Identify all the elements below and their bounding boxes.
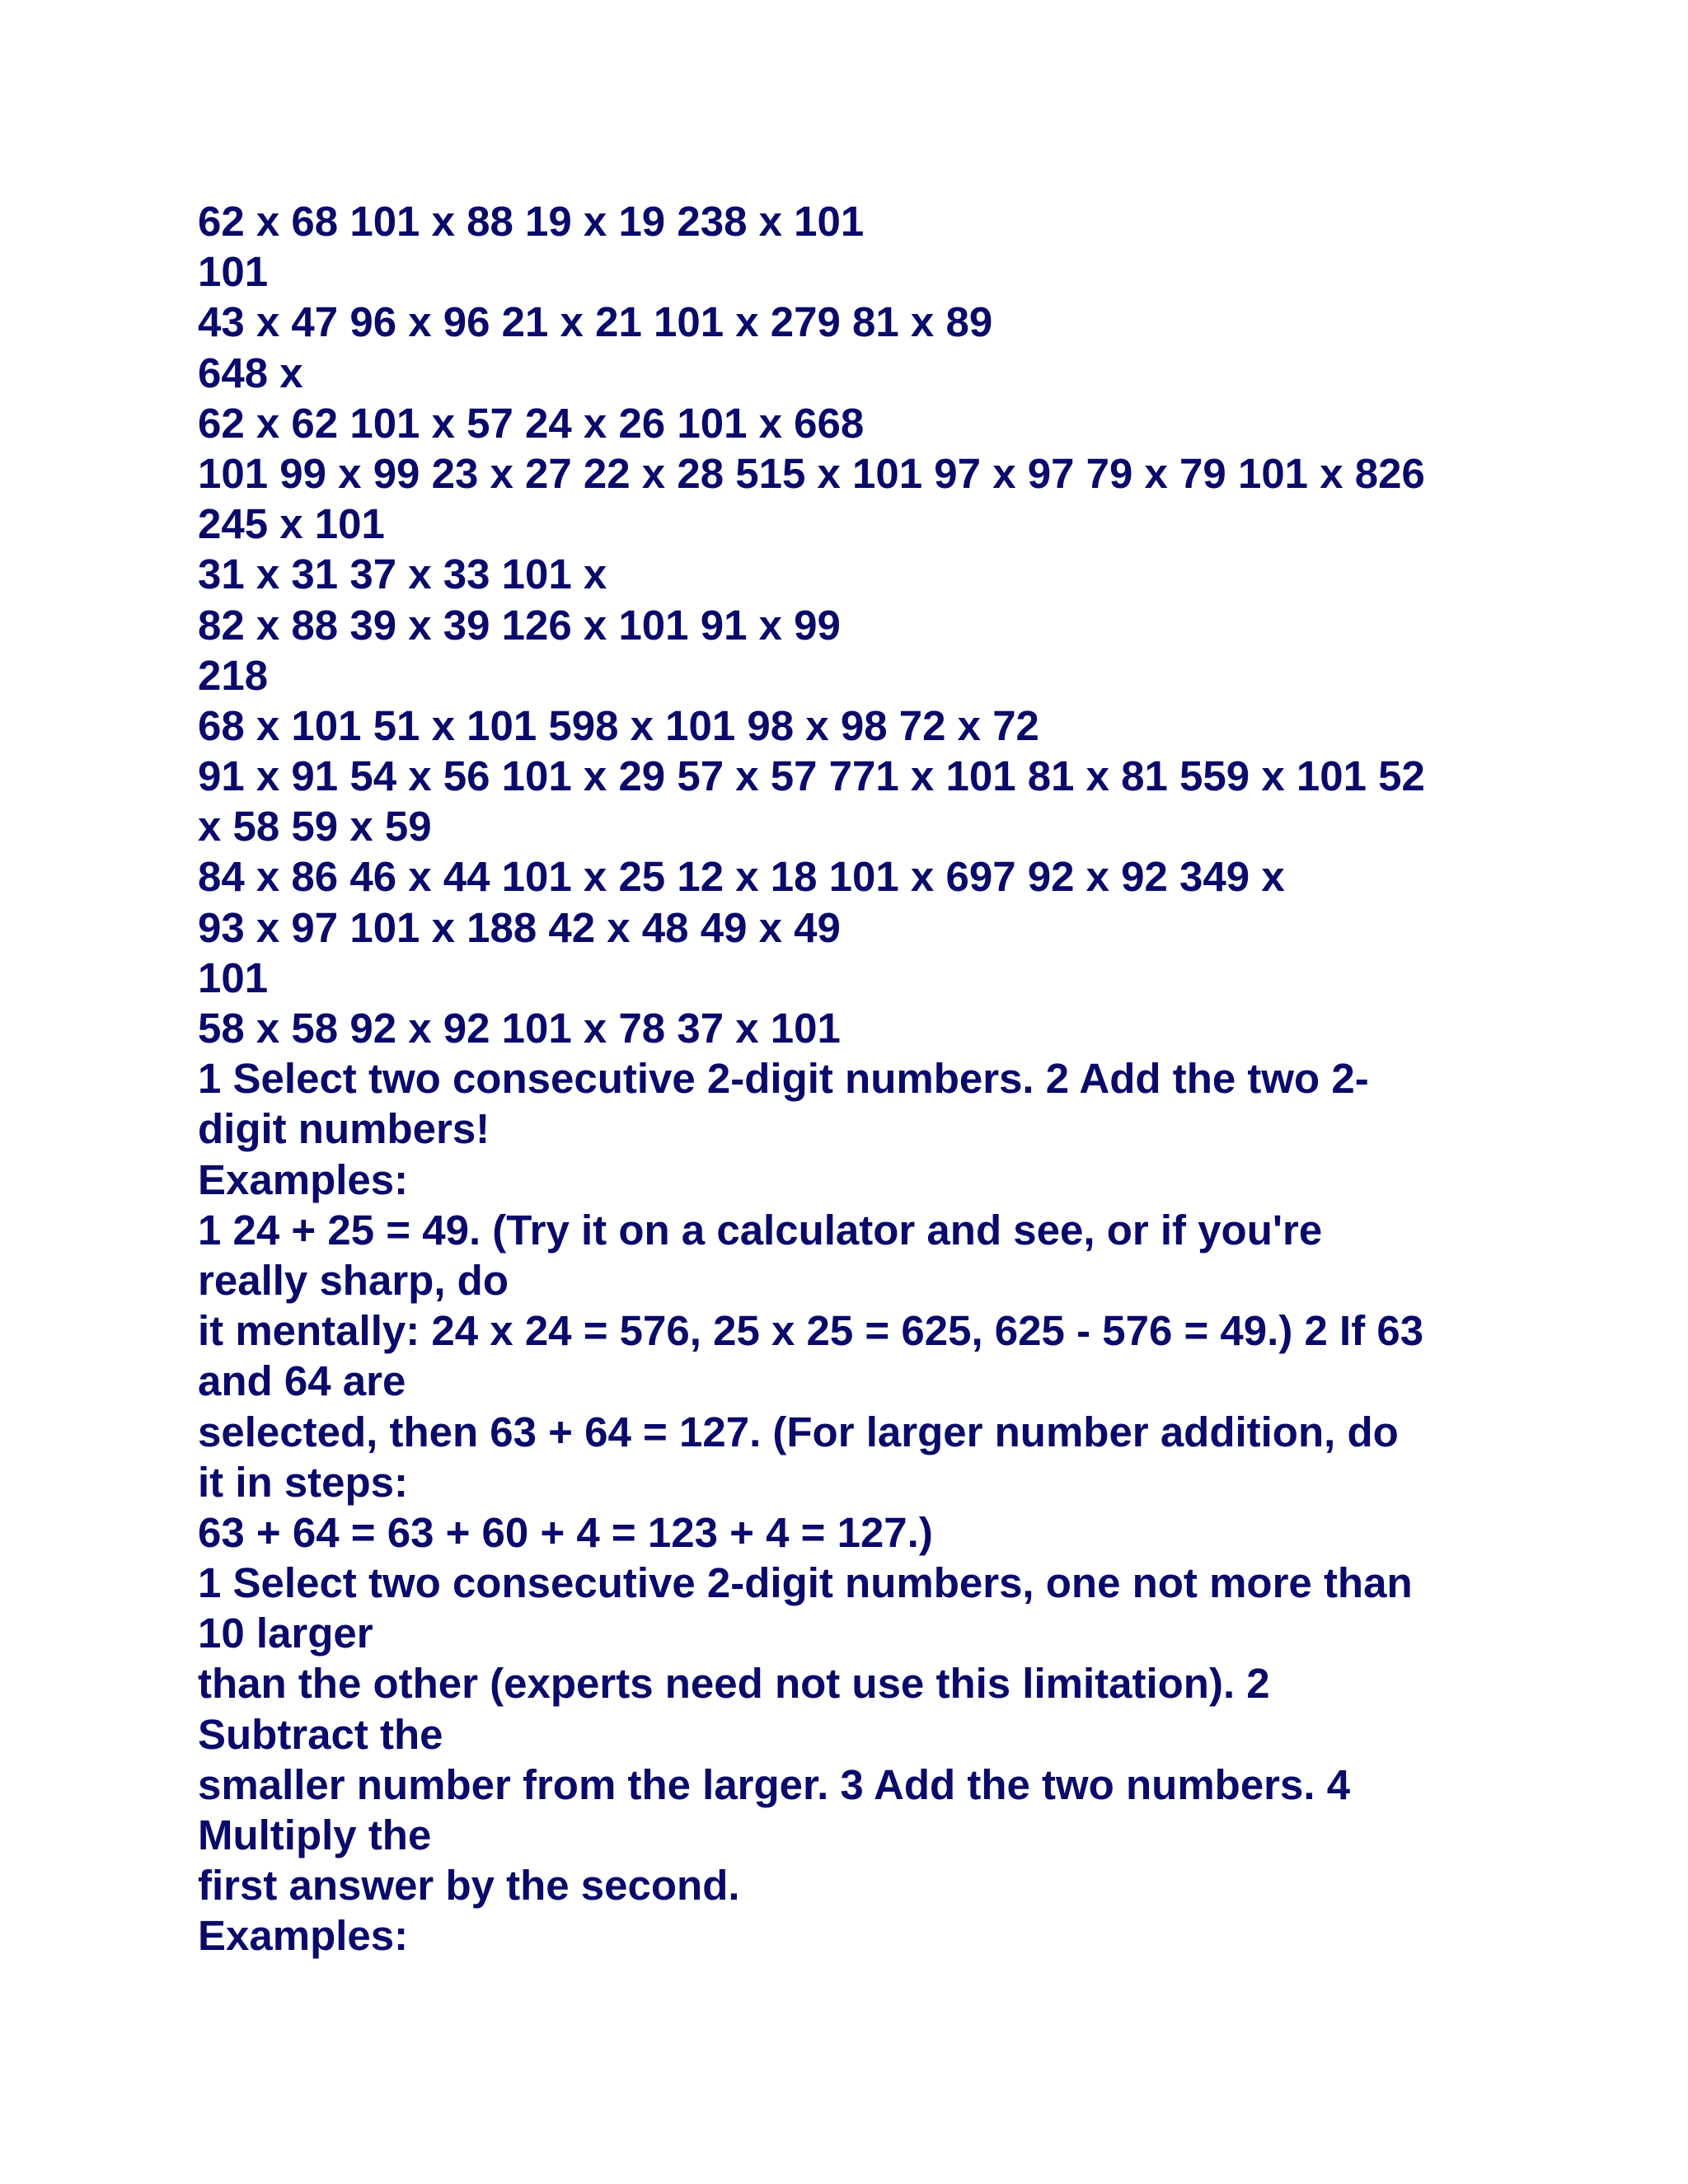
text-line: 68 x 101 51 x 101 598 x 101 98 x 98 72 x 72 [198,701,1039,749]
text-line: 62 x 62 101 x 57 24 x 26 101 x 668 [198,399,865,447]
text-line: than the other (experts need not use this limitation). 2 [198,1660,1270,1708]
text-line: 91 x 91 54 x 56 101 x 29 57 x 57 771 x 101 81 x 81 559 x 101 52 [198,752,1425,800]
text-line: 1 24 + 25 = 49. (Try it on a calculator and see, or if you're [198,1206,1323,1254]
text-line: Subtract the [198,1710,443,1758]
text-line: selected, then 63 + 64 = 127. (For larger number addition, do [198,1408,1399,1455]
text-line: and 64 are [198,1357,406,1405]
text-line: 1 Select two consecutive 2-digit numbers, one not more than [198,1559,1413,1607]
document-text [198,196,1500,1961]
text-line: 62 x 68 101 x 88 19 x 19 238 x 101 [198,198,865,245]
text-line: 218 [198,651,269,699]
text-line: it in steps: [198,1458,409,1506]
text-line: 82 x 88 39 x 39 126 x 101 91 x 99 [198,601,841,649]
text-line: first answer by the second. [198,1862,740,1910]
text-line: 63 + 64 = 63 + 60 + 4 = 123 + 4 = 127.) [198,1508,933,1556]
section-heading-examples: Examples: [198,1155,409,1203]
text-line: Multiply the [198,1811,432,1858]
text-line: 101 99 x 99 23 x 27 22 x 28 515 x 101 97 x 97 79 x 79 101 x 826 [198,449,1425,497]
text-line: 1 Select two consecutive 2-digit numbers. 2 Add the two 2- [198,1055,1369,1103]
text-line: 31 x 31 37 x 33 101 x [198,551,607,598]
section-heading-examples: Examples: [198,1912,409,1960]
text-line: it mentally: 24 x 24 = 576, 25 x 25 = 625, 625 - 576 = 49.) 2 If 63 [198,1307,1424,1355]
text-line: digit numbers! [198,1105,490,1153]
text-line: 43 x 47 96 x 96 21 x 21 101 x 279 81 x 89 [198,298,993,346]
text-line: 101 [198,954,269,1001]
text-line: 84 x 86 46 x 44 101 x 25 12 x 18 101 x 697 92 x 92 349 x [198,853,1285,901]
text-line: 101 [198,248,269,296]
text-line: 58 x 58 92 x 92 101 x 78 37 x 101 [198,1005,841,1052]
text-line: smaller number from the larger. 3 Add the two numbers. 4 [198,1760,1351,1808]
text-line: 245 x 101 [198,500,385,548]
text-line: 93 x 97 101 x 188 42 x 48 49 x 49 [198,903,841,951]
text-line: x 58 59 x 59 [198,803,432,851]
text-line: 648 x [198,349,303,396]
text-line: 10 larger [198,1610,373,1657]
text-line: really sharp, do [198,1256,509,1304]
